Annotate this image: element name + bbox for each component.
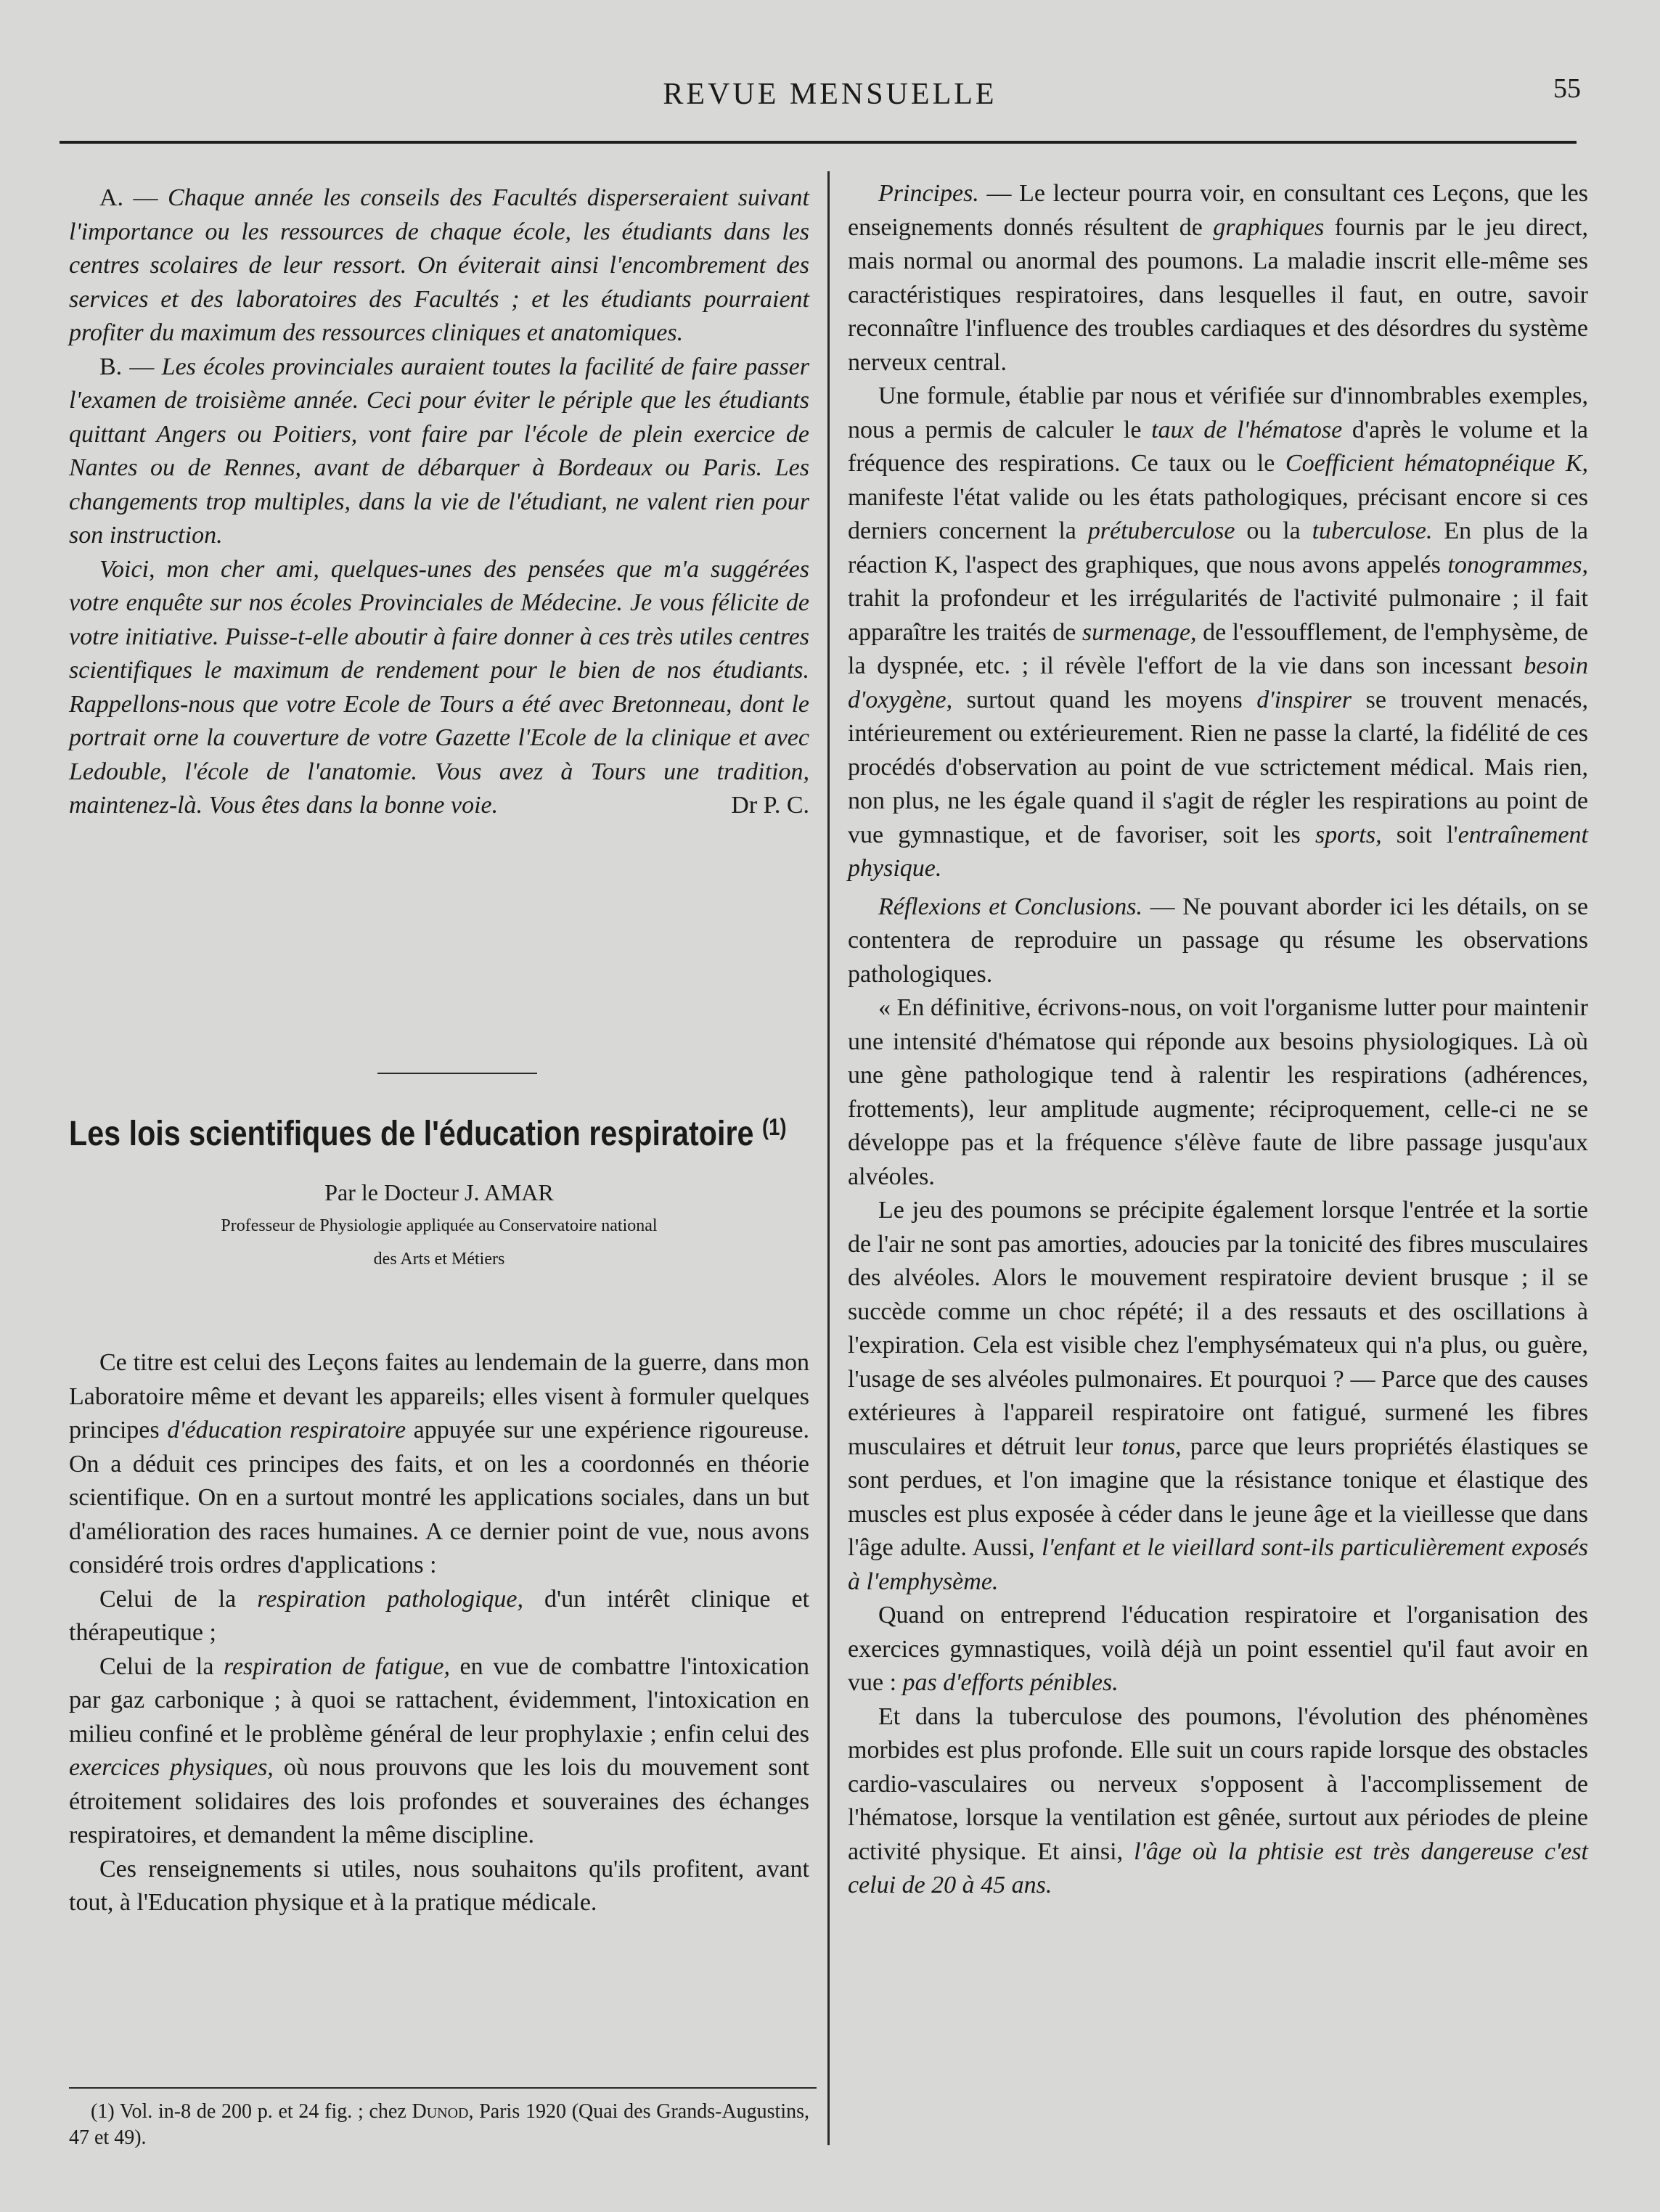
column-divider <box>827 171 830 2145</box>
paragraph-a: A. — Chaque année les conseils des Facultés disperseraient suivant l'importance ou les ressources de chaque école, les étudiants dans les centres scolaires de leur ressort. On éviterait ainsi l'encombrement des services et des laboratoires des Facultés ; et les étudiants pourraient profiter du maximum des ressources cliniques et anatomiques. <box>69 184 809 346</box>
section-separator <box>377 1073 537 1074</box>
affiliation-line-2: des Arts et Métiers <box>373 1250 505 1269</box>
article-paragraph: Et dans la tuberculose des poumons, l'évolution des phénomènes morbides est plus profonde. Elle suit un cours rapide lorsque des obstacles cardio-vasculaires ou nerveux s'opposent à l'accomplissement de l'hématose, lorsque la ventilation est gênée, surtout aux périodes de pleine activité physique. Et ainsi, l'âge où la phtisie est très dangereuse c'est celui de 20 à 45 ans. <box>848 1703 1588 1898</box>
left-column-letter <box>69 181 809 823</box>
footnote: (1) Vol. in-8 de 200 p. et 24 fig. ; chez Dunod, Paris 1920 (Quai des Grands-Augustins, 47 et 49). <box>69 2100 810 2149</box>
article-paragraph: Ce titre est celui des Leçons faites au lendemain de la guerre, dans mon Laboratoire même et devant les appareils; elles visent à formuler quelques principes d'éducation respiratoire appuyée sur une expérience rigoureuse. On a déduit ces principes des faits, et on les a coordonnés en théorie scientifique. On en a surtout montré les applications sociales, dans un but d'amélioration des races humaines. A ce dernier point de vue, nous avons considéré trois ordres d'applications : <box>69 1349 809 1578</box>
signature: Dr P. C. <box>731 792 809 819</box>
article-paragraph: Quand on entreprend l'éducation respiratoire et l'organisation des exercices gymnastiques, voilà déjà un point essentiel qu'il faut avoir en vue : pas d'efforts pénibles. <box>848 1602 1588 1696</box>
article-paragraph: Réflexions et Conclusions. — Ne pouvant aborder ici les détails, on se contentera de reproduire un passage qu résume les observations pathologiques. <box>848 893 1588 988</box>
article-paragraph: Celui de la respiration de fatigue, en vue de combattre l'intoxication par gaz carbonique ; à quoi se rattachent, évidemment, l'intoxication en milieu confiné et le problème général de leur prophylaxie ; enfin celui des exercices physiques, où nous prouvons que les lois du mouvement sont étroitement solidaires des lois profondes et souveraines des échanges respiratoires, et demandent la même discipline. <box>69 1652 809 1848</box>
article-paragraph: Le jeu des poumons se précipite également lorsque l'entrée et la sortie de l'air ne sont pas amorties, adoucies par la tonicité des fibres musculaires des alvéoles. Alors le mouvement respiratoire devient brusque ; il se succède comme un choc répété; il a des ressauts et des oscillations à l'expiration. Cela est visible chez l'emphysémateux qui n'a plus, ou guère, l'usage de ses alvéoles pulmonaires. Et pourquoi ? — Parce que des causes extérieures à l'appareil respiratoire ont fatigué, surmené les fibres musculaires et détruit leur tonus, parce que leurs propriétés élastiques se sont perdues, et l'on imagine que la résistance tonique et élastique des muscles est plus exposée à céder dans le jeune âge et la vieillesse que dans l'âge adulte. Aussi, l'enfant et le vieillard sont-ils particulièrement exposés à l'emphysème. <box>848 1197 1589 1595</box>
article-paragraph: Ces renseignements si utiles, nous souhaitons qu'ils profitent, avant tout, à l'Education physique et à la pratique médicale. <box>69 1855 809 1916</box>
paragraph-b: B. — Les écoles provinciales auraient toutes la facilité de faire passer l'examen de troisième année. Ceci pour éviter le périple que les étudiants quittant Angers ou Poitiers, vont faire par l'école de plein exercice de Nantes ou de Rennes, avant de débarquer à Bordeaux ou Paris. Les changements trop multiples, dans la vie de l'étudiant, ne valent rien pour son instruction. <box>69 353 809 549</box>
article-paragraph: Celui de la respiration pathologique, d'un intérêt clinique et thérapeutique ; <box>69 1585 809 1646</box>
byline: Par le Docteur J. AMAR <box>324 1179 554 1205</box>
article-paragraph: « En définitive, écrivons-nous, on voit l'organisme lutter pour maintenir une intensité d'hématose qui réponde aux besoins physiologiques. Là où une gène pathologique tend à ralentir les respirations (adhérences, frottements), leur amplitude augmente; réciproquement, celle-ci ne se développe pas et la fréquence s'élève faute de libre passage jusqu'aux alvéoles. <box>848 994 1588 1190</box>
article-title: Les lois scientifiques de l'éducation respiratoire $^{(1)}$ <box>69 1114 787 1153</box>
running-header-title: REVUE MENSUELLE <box>663 78 997 111</box>
article-paragraph: Une formule, établie par nous et vérifiée sur d'innombrables exemples, nous a permis de calculer le taux de l'hématose d'après le volume et la fréquence des respirations. Ce taux ou le Coefficient hématopnéique K, manifeste l'état valide ou les états pathologiques, précisant encore si ces derniers concernent la prétuberculose ou la tuberculose. En plus de la réaction K, l'aspect des graphiques, que nous avons appelés tonogrammes, trahit la profondeur et les irrégularités de l'activité pulmonaire ; il fait apparaître les traités de surmenage, de l'essoufflement, de l'emphysème, de la dyspnée, etc. ; il révèle l'effort de la vie dans son incessant besoin d'oxygène, surtout quand les moyens d'inspirer se trouvent menacés, intérieurement ou extérieurement. Rien ne passe la clarté, la fidélité de ces procédés d'observation au point de vue sctrictement médical. Mais rien, non plus, ne les égale quand il s'agit de régler les respirations au point de vue gymnastique, et de favoriser, soit les sports, soit l'entraînement physique. <box>848 382 1588 882</box>
footnote-marker: (1) <box>761 1114 787 1140</box>
affiliation-line-1: Professeur de Physiologie appliquée au Conservatoire national <box>221 1216 658 1235</box>
left-column-article <box>69 1346 809 1920</box>
paragraph-closing: Voici, mon cher ami, quelques-unes des pensées que m'a suggérées votre enquête sur nos écoles Provinciales de Médecine. Je vous félicite de votre initiative. Puisse-t-elle aboutir à faire donner à ces très utiles centres scientifiques le maximum de rendement pour le bien de nos étudiants. Rappellons-nous que votre Ecole de Tours a été avec Bretonneau, dont le portrait orne la couverture de votre Gazette l'Ecole de la clinique et avec Ledouble, l'école de l'anatomie. Vous avez à Tours une tradition, maintenez-là. Vous êtes dans la bonne voie. Dr P. C. <box>69 553 809 823</box>
right-column-article <box>848 177 1588 1903</box>
article-paragraph: Principes. — Le lecteur pourra voir, en consultant ces Leçons, que les enseignements donnés résultent de graphiques fournis par le jeu direct, mais normal ou anormal des poumons. La maladie inscrit elle-même ses caractéristiques respiratoires, dans lesquelles il faut, en outre, savoir reconnaître l'influence des troubles cardiaques et des désordres du système nerveux central. <box>848 180 1588 376</box>
page-number: 55 <box>1553 73 1581 104</box>
header-rule <box>60 141 1577 144</box>
footnote-rule <box>69 2087 817 2089</box>
